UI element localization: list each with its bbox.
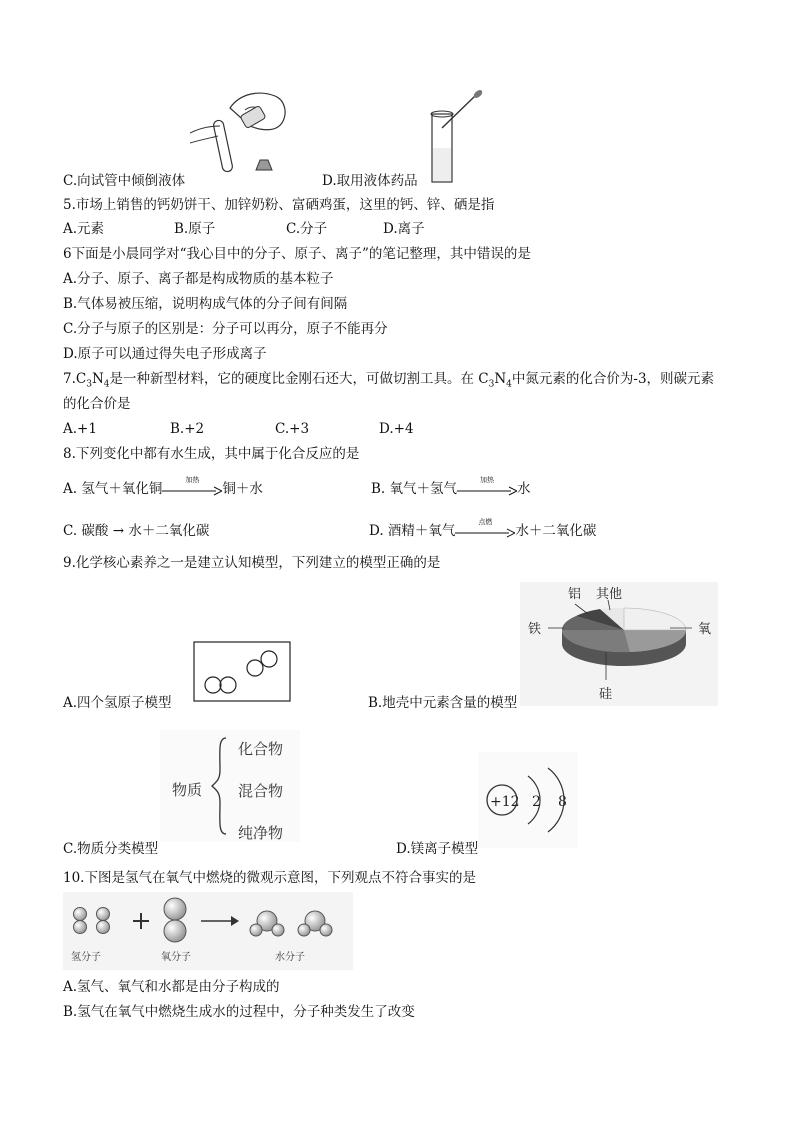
pie-label-si: 硅	[599, 687, 613, 702]
q7-stem: $7.C_3N_4$是一种新型材料，它的硬度比金刚石还大，可做切割工具。在 $C_3N_4$中氮元素的化合价为-3，则碳元素	[63, 371, 715, 390]
crust-element-pie-figure	[520, 582, 718, 706]
q4-option-d: D.取用液体药品	[322, 173, 418, 189]
hydrogen-combustion-figure	[63, 892, 353, 970]
hydrogen-atom-model	[193, 641, 291, 702]
reaction-condition: 加热	[480, 475, 495, 484]
q8-option-c: C. 碳酸 → 水＋二氧化碳	[63, 523, 210, 539]
q5-option-b: B.原子	[174, 221, 216, 237]
shell-electrons: 2	[532, 794, 541, 810]
q9-option-d: D.镁离子模型	[396, 841, 479, 857]
q8-stem: 8.下列变化中都有水生成，其中属于化合反应的是	[63, 446, 360, 462]
q7-option-a: A.+1	[63, 421, 97, 437]
reaction-arrow-icon	[455, 528, 515, 538]
pie-label-other: 其他	[596, 587, 623, 602]
q5-option-c: C.分子	[286, 221, 328, 237]
classify-root: 物质	[172, 781, 203, 799]
q7-option-b: B.+2	[170, 421, 205, 437]
pouring-liquid-figure	[190, 88, 290, 180]
q6-option-c: C.分子与原子的区别是：分子可以再分，原子不能再分	[63, 321, 388, 337]
q6-option-d: D.原子可以通过得失电子形成离子	[63, 346, 267, 362]
reaction-arrow-icon: →	[112, 523, 125, 539]
dropper-figure	[420, 88, 490, 184]
matter-classification-figure	[160, 730, 300, 842]
pie-label-fe: 铁	[528, 622, 542, 637]
q5-option-a: A.元素	[63, 221, 105, 237]
q10-option-a: A.氢气、氧气和水都是由分子构成的	[63, 979, 280, 995]
shell-electrons: 8	[558, 794, 567, 810]
molecule-label: 水分子	[275, 952, 305, 963]
reaction-arrow-icon	[162, 486, 222, 496]
q9-stem: 9.化学核心素养之一是建立认知模型，下列建立的模型正确的是	[63, 555, 441, 571]
q8-option-d: D. 酒精＋氧气 点燃 水＋二氧化碳	[369, 517, 597, 539]
q6-stem: 6下面是小晨同学对“我心目中的分子、原子、离子”的笔记整理，其中错误的是	[63, 246, 531, 262]
q4-option-c: C.向试管中倾倒液体	[63, 173, 186, 189]
molecule-label: 氧分子	[161, 952, 191, 963]
q6-option-b: B.气体易被压缩，说明构成气体的分子间有间隔	[63, 296, 348, 312]
q7-option-c: C.+3	[275, 421, 310, 437]
q6-option-a: A.分子、原子、离子都是构成物质的基本粒子	[63, 271, 334, 287]
pie-label-al: 铝	[568, 587, 582, 602]
q10-stem: 10.下图是氢气在氧气中燃烧的微观示意图，下列观点不符合事实的是	[63, 870, 476, 886]
q9-option-c: C.物质分类模型	[63, 841, 159, 857]
q9-option-b: B.地壳中元素含量的模型	[368, 695, 518, 711]
reaction-condition: 点燃	[478, 517, 493, 526]
classify-item: 纯净物	[238, 824, 284, 842]
q8-option-a: A. 氢气＋氧化铜 加热 铜＋水	[63, 475, 263, 497]
q7-stem-line2: 的化合价是	[63, 396, 131, 412]
classify-item: 混合物	[238, 782, 284, 800]
classify-item: 化合物	[238, 740, 284, 758]
molecule-label: 氢分子	[71, 952, 101, 963]
pie-label-o: 氧	[698, 622, 712, 637]
nucleus-charge: +12	[490, 794, 520, 810]
reaction-arrow-icon	[457, 486, 517, 496]
q8-option-b: B. 氧气＋氢气 加热 水	[371, 475, 531, 497]
q5-stem: 5.市场上销售的钙奶饼干、加锌奶粉、富硒鸡蛋，这里的钙、锌、硒是指	[63, 197, 495, 213]
q9-option-a: A.四个氢原子模型	[63, 695, 172, 711]
q10-option-b: B.氢气在氧气中燃烧生成水的过程中，分子种类发生了改变	[63, 1004, 415, 1020]
q7-option-d: D.+4	[379, 421, 414, 437]
reaction-condition: 加热	[185, 475, 200, 484]
magnesium-ion-figure	[478, 752, 578, 848]
q5-option-d: D.离子	[383, 221, 425, 237]
